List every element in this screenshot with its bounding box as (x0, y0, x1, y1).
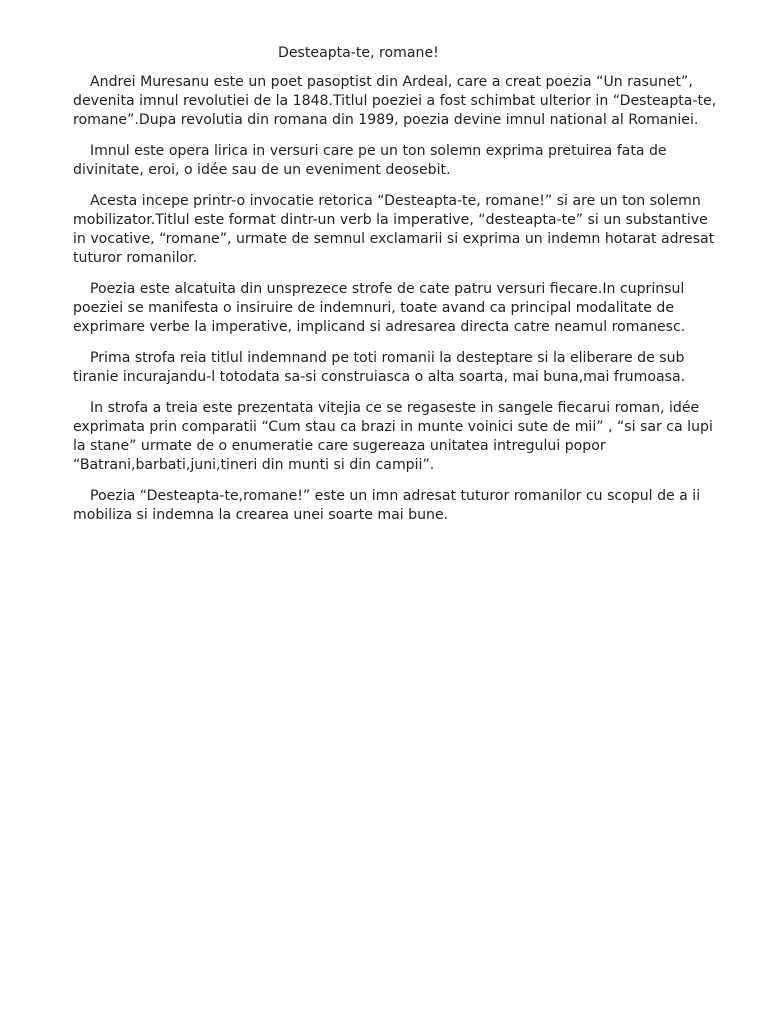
document-body (73, 44, 725, 537)
paragraph-5: Prima strofa reia titlul indemnand pe toti romanii la desteptare si la eliberare de sub tiranie incurajandu-l totodata sa-si construiasca o alta soarta, mai buna,mai frumoasa. (73, 350, 686, 385)
document-title: Desteapta-te, romane! (278, 45, 439, 61)
paragraph-6: In strofa a treia este prezentata vitejia ce se regaseste in sangele fiecarui roman, idée exprimata prin comparatii “Cum stau ca brazi in munte voinici sute de mii” , “si sar ca lupi la stane” urmate de o enumeratie care sugereaza unitatea intregului popor “Batrani,barbati,juni,tineri din munti si din campii”. (73, 400, 713, 473)
paragraph-7: Poezia “Desteapta-te,romane!” este un imn adresat tuturor romanilor cu scopul de a ii mobiliza si indemna la crearea unei soarte mai bune. (73, 488, 701, 523)
paragraph-1: Andrei Muresanu este un poet pasoptist din Ardeal, care a creat poezia “Un rasunet”, devenita imnul revolutiei de la 1848.Titlul poeziei a fost schimbat ulterior in “Desteapta-te, romane”.Dupa revolutia din romana din 1989, poezia devine imnul national al Romaniei. (73, 74, 717, 128)
paragraph-2: Imnul este opera lirica in versuri care pe un ton solemn exprima pretuirea fata de divinitate, eroi, o idée sau de un eveniment deosebit. (73, 143, 667, 178)
paragraph-4: Poezia este alcatuita din unsprezece strofe de cate patru versuri fiecare.In cuprinsul poeziei se manifesta o insiruire de indemnuri, toate avand ca principal modalitate de exprimare verbe la imperative, implicand si adresarea directa catre neamul romanesc. (73, 281, 686, 335)
paragraph-3: Acesta incepe printr-o invocatie retorica “Desteapta-te, romane!” si are un ton solemn mobilizator.Titlul este format dintr-un verb la imperative, “desteapta-te” si un substantive in vocative, “romane”, urmate de semnul exclamarii si exprima un indemn hotarat adresat tuturor romanilor. (73, 193, 715, 266)
